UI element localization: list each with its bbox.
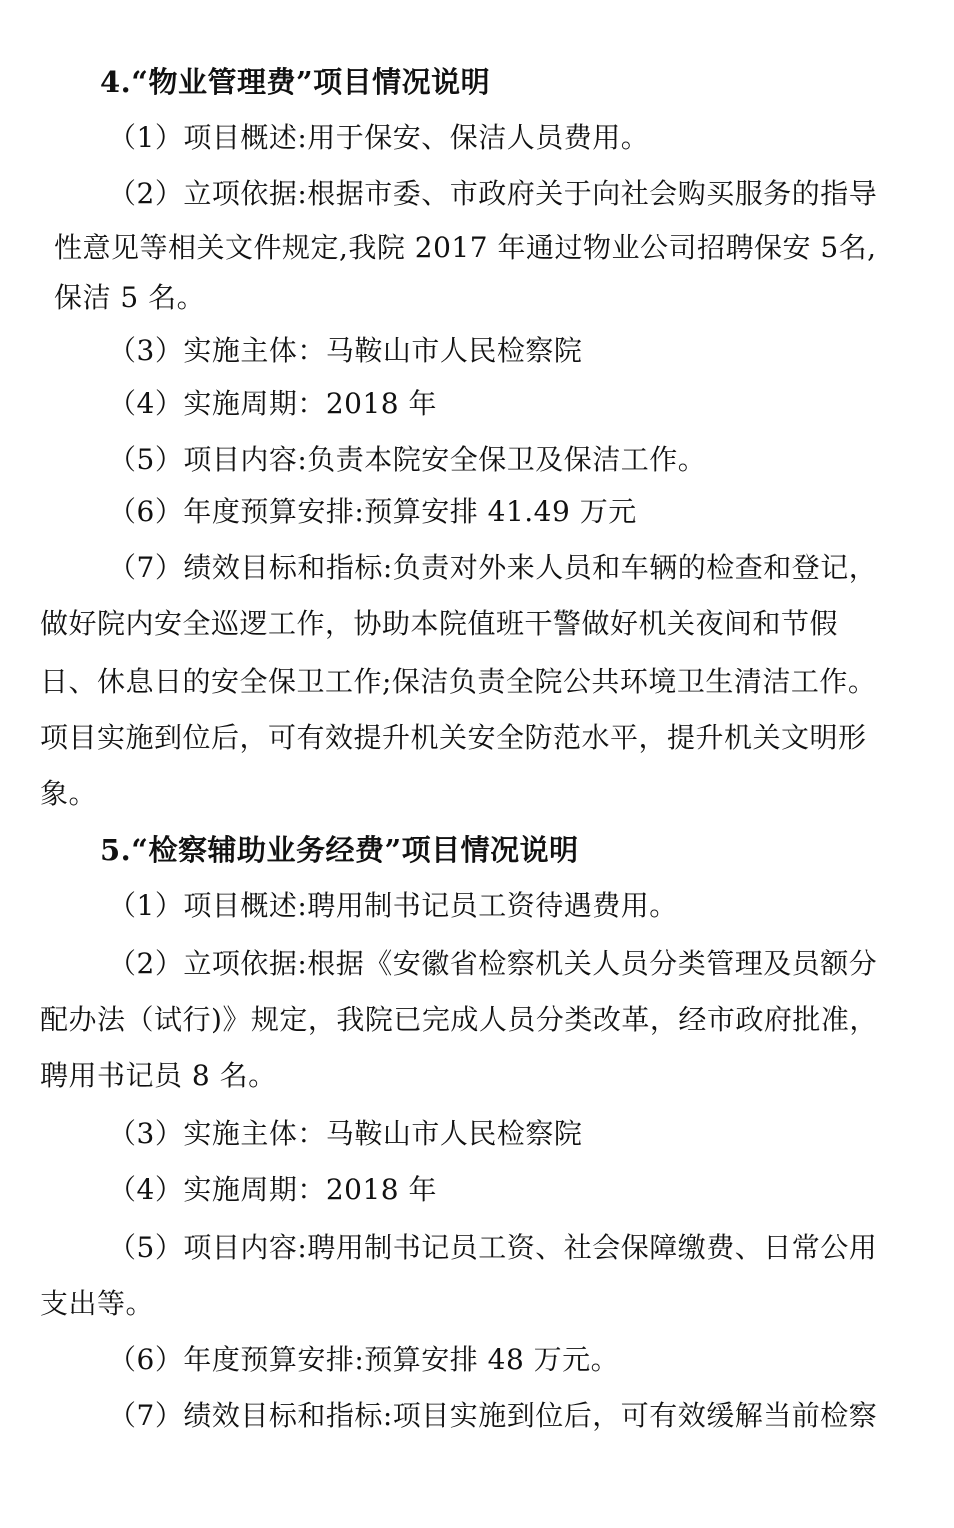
section-4-line-4: 保洁 5 名。 [54,281,206,314]
section-4-line-1: （1）项目概述:用于保安、保洁人员费用。 [108,121,650,154]
section-4-line-10: 做好院内安全巡逻工作，协助本院值班干警做好机关夜间和节假 [40,607,839,640]
section-5-line-9: （6）年度预算安排:预算安排 48 万元。 [108,1343,620,1376]
section-5-line-10: （7）绩效目标和指标:项目实施到位后，可有效缓解当前检察 [108,1399,878,1432]
section-4-line-8: （6）年度预算安排:预算安排 41.49 万元 [108,495,637,528]
section-4-line-9: （7）绩效目标和指标:负责对外来人员和车辆的检查和登记， [108,551,878,584]
section-5-line-2: （2）立项依据:根据《安徽省检察机关人员分类管理及员额分 [108,947,878,980]
section-4-line-3: 性意见等相关文件规定,我院 2017 年通过物业公司招聘保安 5名, [54,231,877,264]
section-5-line-6: （4）实施周期：2018 年 [108,1173,437,1206]
section-4-line-5: （3）实施主体：马鞍山市人民检察院 [108,334,583,367]
section-4-line-11: 日、休息日的安全保卫工作;保洁负责全院公共环境卫生清洁工作。 [40,665,877,698]
section-5-line-3: 配办法（试行)》规定，我院已完成人员分类改革，经市政府批准， [40,1003,878,1036]
section-4-line-6: （4）实施周期：2018 年 [108,387,437,420]
section-4-line-7: （5）项目内容:负责本院安全保卫及保洁工作。 [108,443,707,476]
section-5-line-8: 支出等。 [40,1287,155,1320]
section-5-line-1: （1）项目概述:聘用制书记员工资待遇费用。 [108,889,678,922]
section-5-line-7: （5）项目内容:聘用制书记员工资、社会保障缴费、日常公用 [108,1231,878,1264]
section-4-line-2: （2）立项依据:根据市委、市政府关于向社会购买服务的指导 [108,177,878,210]
section-4-line-13: 象。 [40,777,98,810]
section-5-heading: 5.“检察辅助业务经费”项目情况说明 [100,833,579,867]
section-4-heading: 4.“物业管理费”项目情况说明 [100,65,491,99]
section-5-line-5: （3）实施主体：马鞍山市人民检察院 [108,1117,583,1150]
section-5-line-4: 聘用书记员 8 名。 [40,1059,277,1092]
section-4-line-12: 项目实施到位后，可有效提升机关安全防范水平，提升机关文明形 [40,721,867,754]
